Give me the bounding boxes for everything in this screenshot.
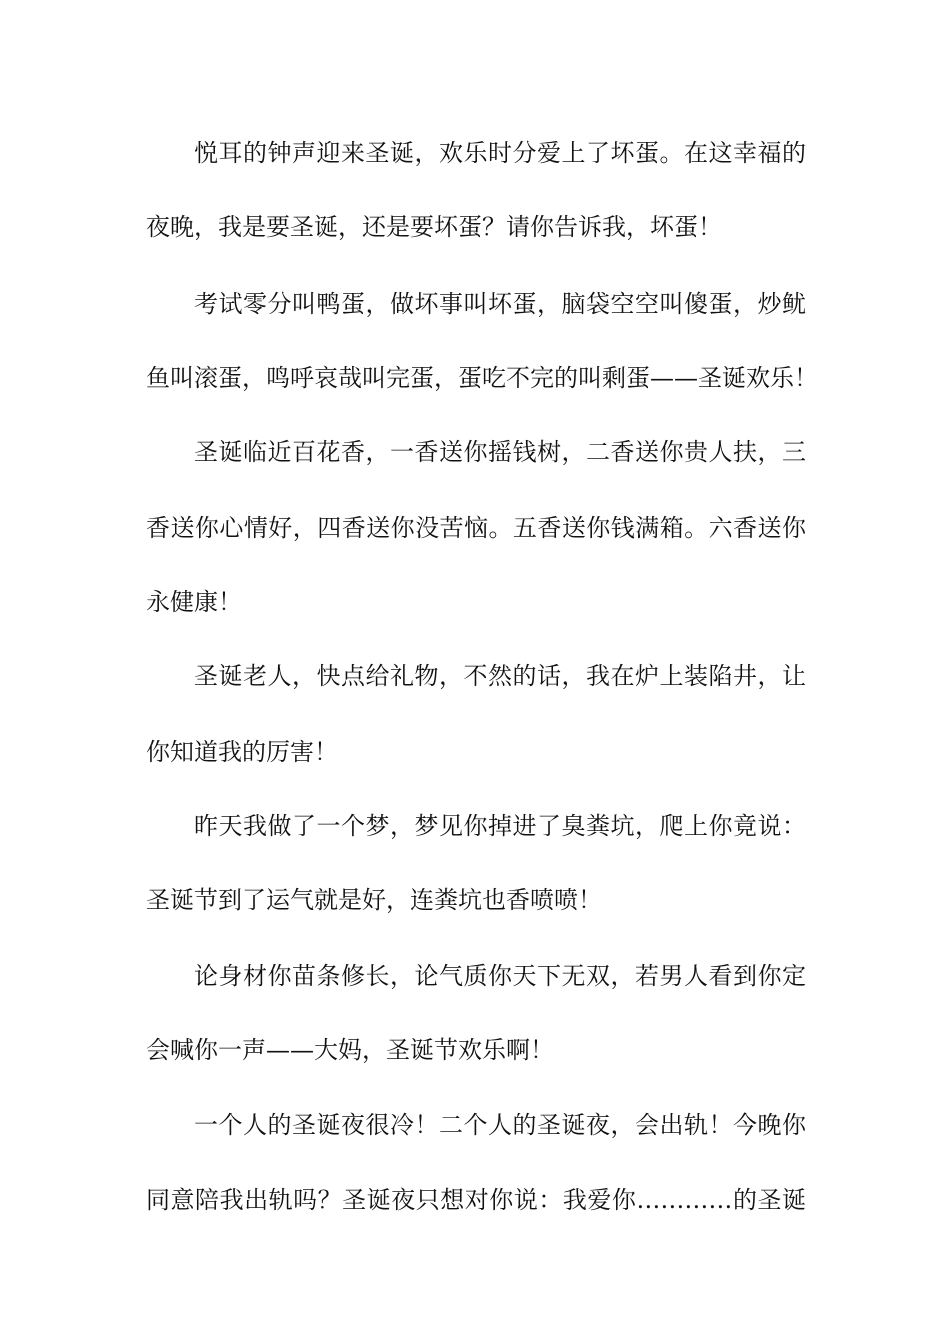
paragraph-4-line-2: 你知道我的厉害！ bbox=[146, 738, 338, 766]
paragraph-4-line-1: 圣诞老人，快点给礼物，不然的话，我在炉上装陷井，让 bbox=[194, 662, 806, 690]
paragraph-3-line-1: 圣诞临近百花香，一香送你摇钱树，二香送你贵人扶，三 bbox=[194, 438, 806, 466]
paragraph-1-line-1: 悦耳的钟声迎来圣诞，欢乐时分爱上了坏蛋。在这幸福的 bbox=[194, 139, 806, 167]
paragraph-6-line-2: 会喊你一声——大妈，圣诞节欢乐啊！ bbox=[146, 1036, 554, 1064]
paragraph-3-line-3: 永健康！ bbox=[146, 588, 242, 616]
paragraph-1-line-2: 夜晚，我是要圣诞，还是要坏蛋？请你告诉我，坏蛋！ bbox=[146, 213, 722, 241]
paragraph-7-line-2: 同意陪我出轨吗？圣诞夜只想对你说：我爱你…………的圣诞 bbox=[146, 1186, 806, 1214]
paragraph-3-line-2: 香送你心情好，四香送你没苦恼。五香送你钱满箱。六香送你 bbox=[146, 514, 806, 542]
paragraph-2-line-2: 鱼叫滚蛋，鸣呼哀哉叫完蛋，蛋吃不完的叫剩蛋——圣诞欢乐！ bbox=[146, 364, 818, 392]
paragraph-5-line-1: 昨天我做了一个梦，梦见你掉进了臭粪坑，爬上你竟说： bbox=[194, 812, 806, 840]
paragraph-7-line-1: 一个人的圣诞夜很冷！二个人的圣诞夜，会出轨！今晚你 bbox=[194, 1111, 806, 1139]
paragraph-6-line-1: 论身材你苗条修长，论气质你天下无双，若男人看到你定 bbox=[194, 962, 806, 990]
paragraph-5-line-2: 圣诞节到了运气就是好，连粪坑也香喷喷！ bbox=[146, 886, 602, 914]
paragraph-2-line-1: 考试零分叫鸭蛋，做坏事叫坏蛋，脑袋空空叫傻蛋，炒鱿 bbox=[194, 290, 806, 318]
